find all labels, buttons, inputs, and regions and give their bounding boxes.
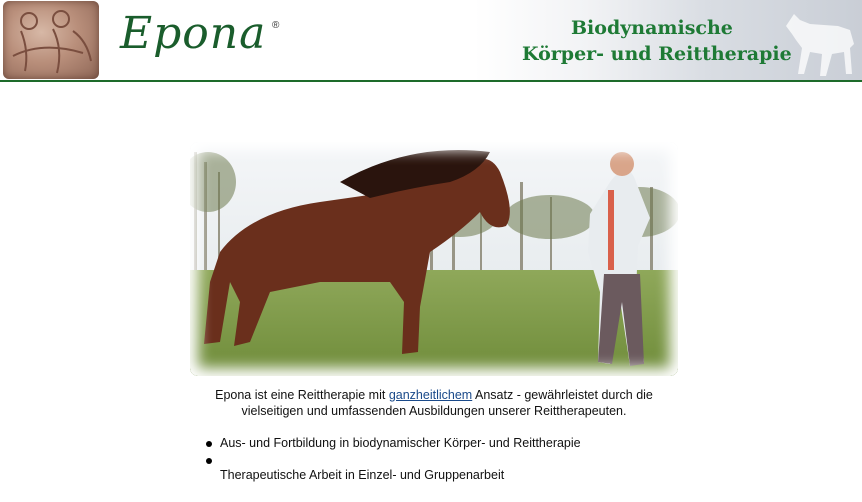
list-item xyxy=(204,436,581,456)
list-item-text: Therapeutische Arbeit in Einzel- und Gruppenarbeit xyxy=(220,468,505,482)
header-divider xyxy=(0,80,862,82)
horse-silhouette-icon xyxy=(780,4,860,80)
stone-relief-image xyxy=(3,1,99,79)
registered-mark: ® xyxy=(272,20,280,31)
photo-vignette xyxy=(190,142,678,376)
bullet-icon xyxy=(206,458,212,464)
epona-logo[interactable]: Epona xyxy=(120,8,267,59)
intro-text-before: Epona ist eine Reittherapie mit xyxy=(215,388,389,402)
tagline-line2: Körper- und Reittherapie xyxy=(522,43,792,65)
tagline-line1: Biodynamische xyxy=(571,17,733,39)
services-list xyxy=(204,436,581,482)
intro-text xyxy=(190,387,678,419)
list-item xyxy=(204,468,581,482)
intro-text-after: Ansatz - gewährleistet durch die vielseitigen und umfassenden Ausbildungen unserer Reittherapeuten. xyxy=(241,388,653,418)
hero-photo xyxy=(190,142,678,376)
ganzheitlich-link[interactable]: ganzheitlichem xyxy=(388,388,473,402)
bullet-icon xyxy=(206,441,212,447)
list-item-text: Aus- und Fortbildung in biodynamischer Körper- und Reittherapie xyxy=(220,436,581,450)
list-item-empty xyxy=(204,456,581,468)
site-header xyxy=(0,0,862,82)
